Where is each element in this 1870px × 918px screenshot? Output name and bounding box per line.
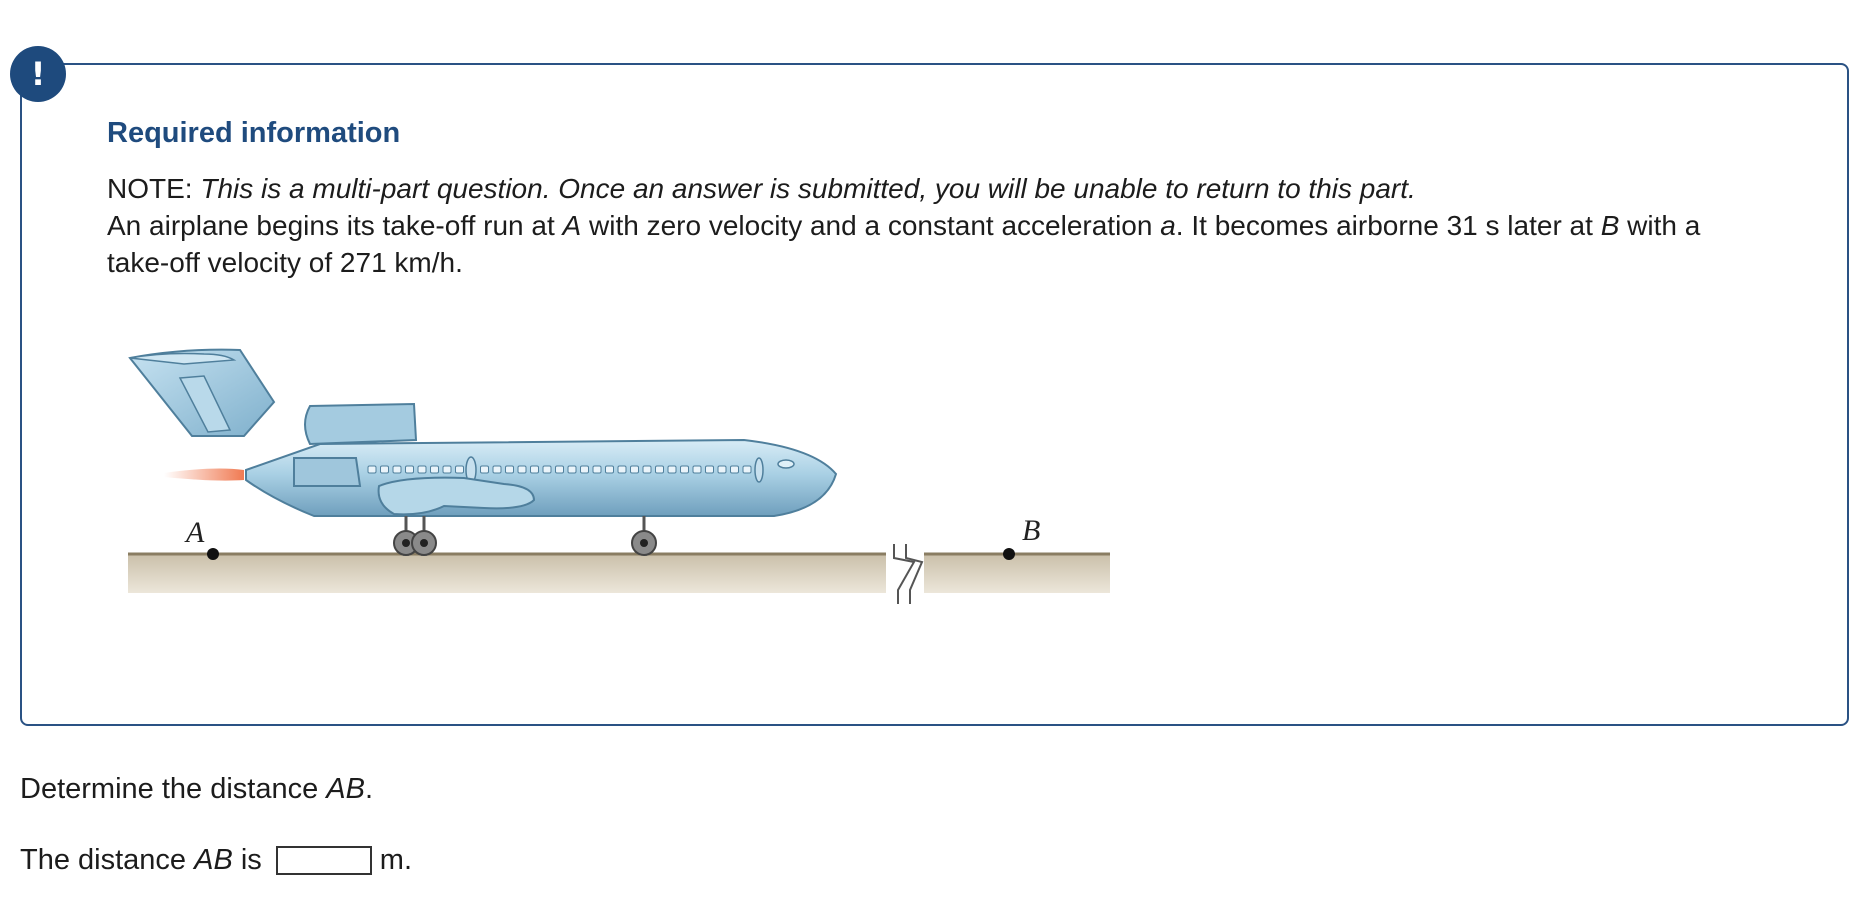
note-label: NOTE: [107,173,201,204]
cabin-window [531,466,539,473]
nose-landing-gear [632,516,656,555]
distance-break-symbol [886,540,924,604]
cabin-window [418,466,426,473]
point-a-var: A [562,210,582,241]
cabin-window [556,466,564,473]
cabin-window [606,466,614,473]
unit-label: m. [379,844,413,876]
cabin-window [643,466,651,473]
cabin-window [381,466,389,473]
cabin-window [518,466,526,473]
point-b-marker [1003,548,1015,560]
cockpit-window [778,460,794,468]
cabin-window [506,466,514,473]
problem-text-part: with a take-off velocity of 271 km/h. [107,210,1701,278]
cabin-window [593,466,601,473]
cabin-window [668,466,676,473]
point-b-var: B [1600,210,1620,241]
cabin-windows [368,466,751,473]
required-info-title: Required information [107,117,401,149]
cabin-window [543,466,551,473]
cabin-window [481,466,489,473]
question-variable: AB [326,773,365,805]
cabin-window [568,466,576,473]
distance-answer-input[interactable] [276,846,372,875]
answer-variable: AB [194,844,233,876]
cabin-window [406,466,414,473]
cabin-window [743,466,751,473]
answer-text-part: is [232,844,262,876]
front-door [755,458,763,482]
cabin-window [431,466,439,473]
cabin-window [581,466,589,473]
question-text-part: Determine the distance [20,773,327,805]
point-b-label: B [1022,514,1041,547]
cabin-window [393,466,401,473]
cabin-window [681,466,689,473]
answer-row [20,841,412,879]
cabin-window [618,466,626,473]
main-landing-gear [394,516,436,555]
exclamation-icon: ! [10,46,66,102]
cabin-window [731,466,739,473]
airplane-runway-figure [124,340,1114,610]
acceleration-var: a [1160,210,1176,241]
point-a-marker [207,548,219,560]
problem-statement [107,170,1707,281]
cabin-window [368,466,376,473]
cabin-window [706,466,714,473]
answer-text-part: The distance [20,844,195,876]
question-text-part: . [364,773,374,805]
cabin-window [718,466,726,473]
cabin-window [656,466,664,473]
problem-text-part: with zero velocity and a constant acceleration [581,210,1161,241]
side-engine [294,458,360,486]
cabin-window [631,466,639,473]
cabin-window [443,466,451,473]
cabin-window [693,466,701,473]
cabin-window [493,466,501,473]
note-text: This is a multi-part question. Once an answer is submitted, you will be unable to return to this part. [200,173,1416,204]
point-a-label: A [186,516,205,549]
cabin-window [456,466,464,473]
problem-text-part: . It becomes airborne 31 s later at [1175,210,1601,241]
problem-text-part: An airplane begins its take-off run at [107,210,563,241]
center-engine [305,404,416,444]
question-prompt [20,770,373,808]
runway-ground [128,553,1110,593]
